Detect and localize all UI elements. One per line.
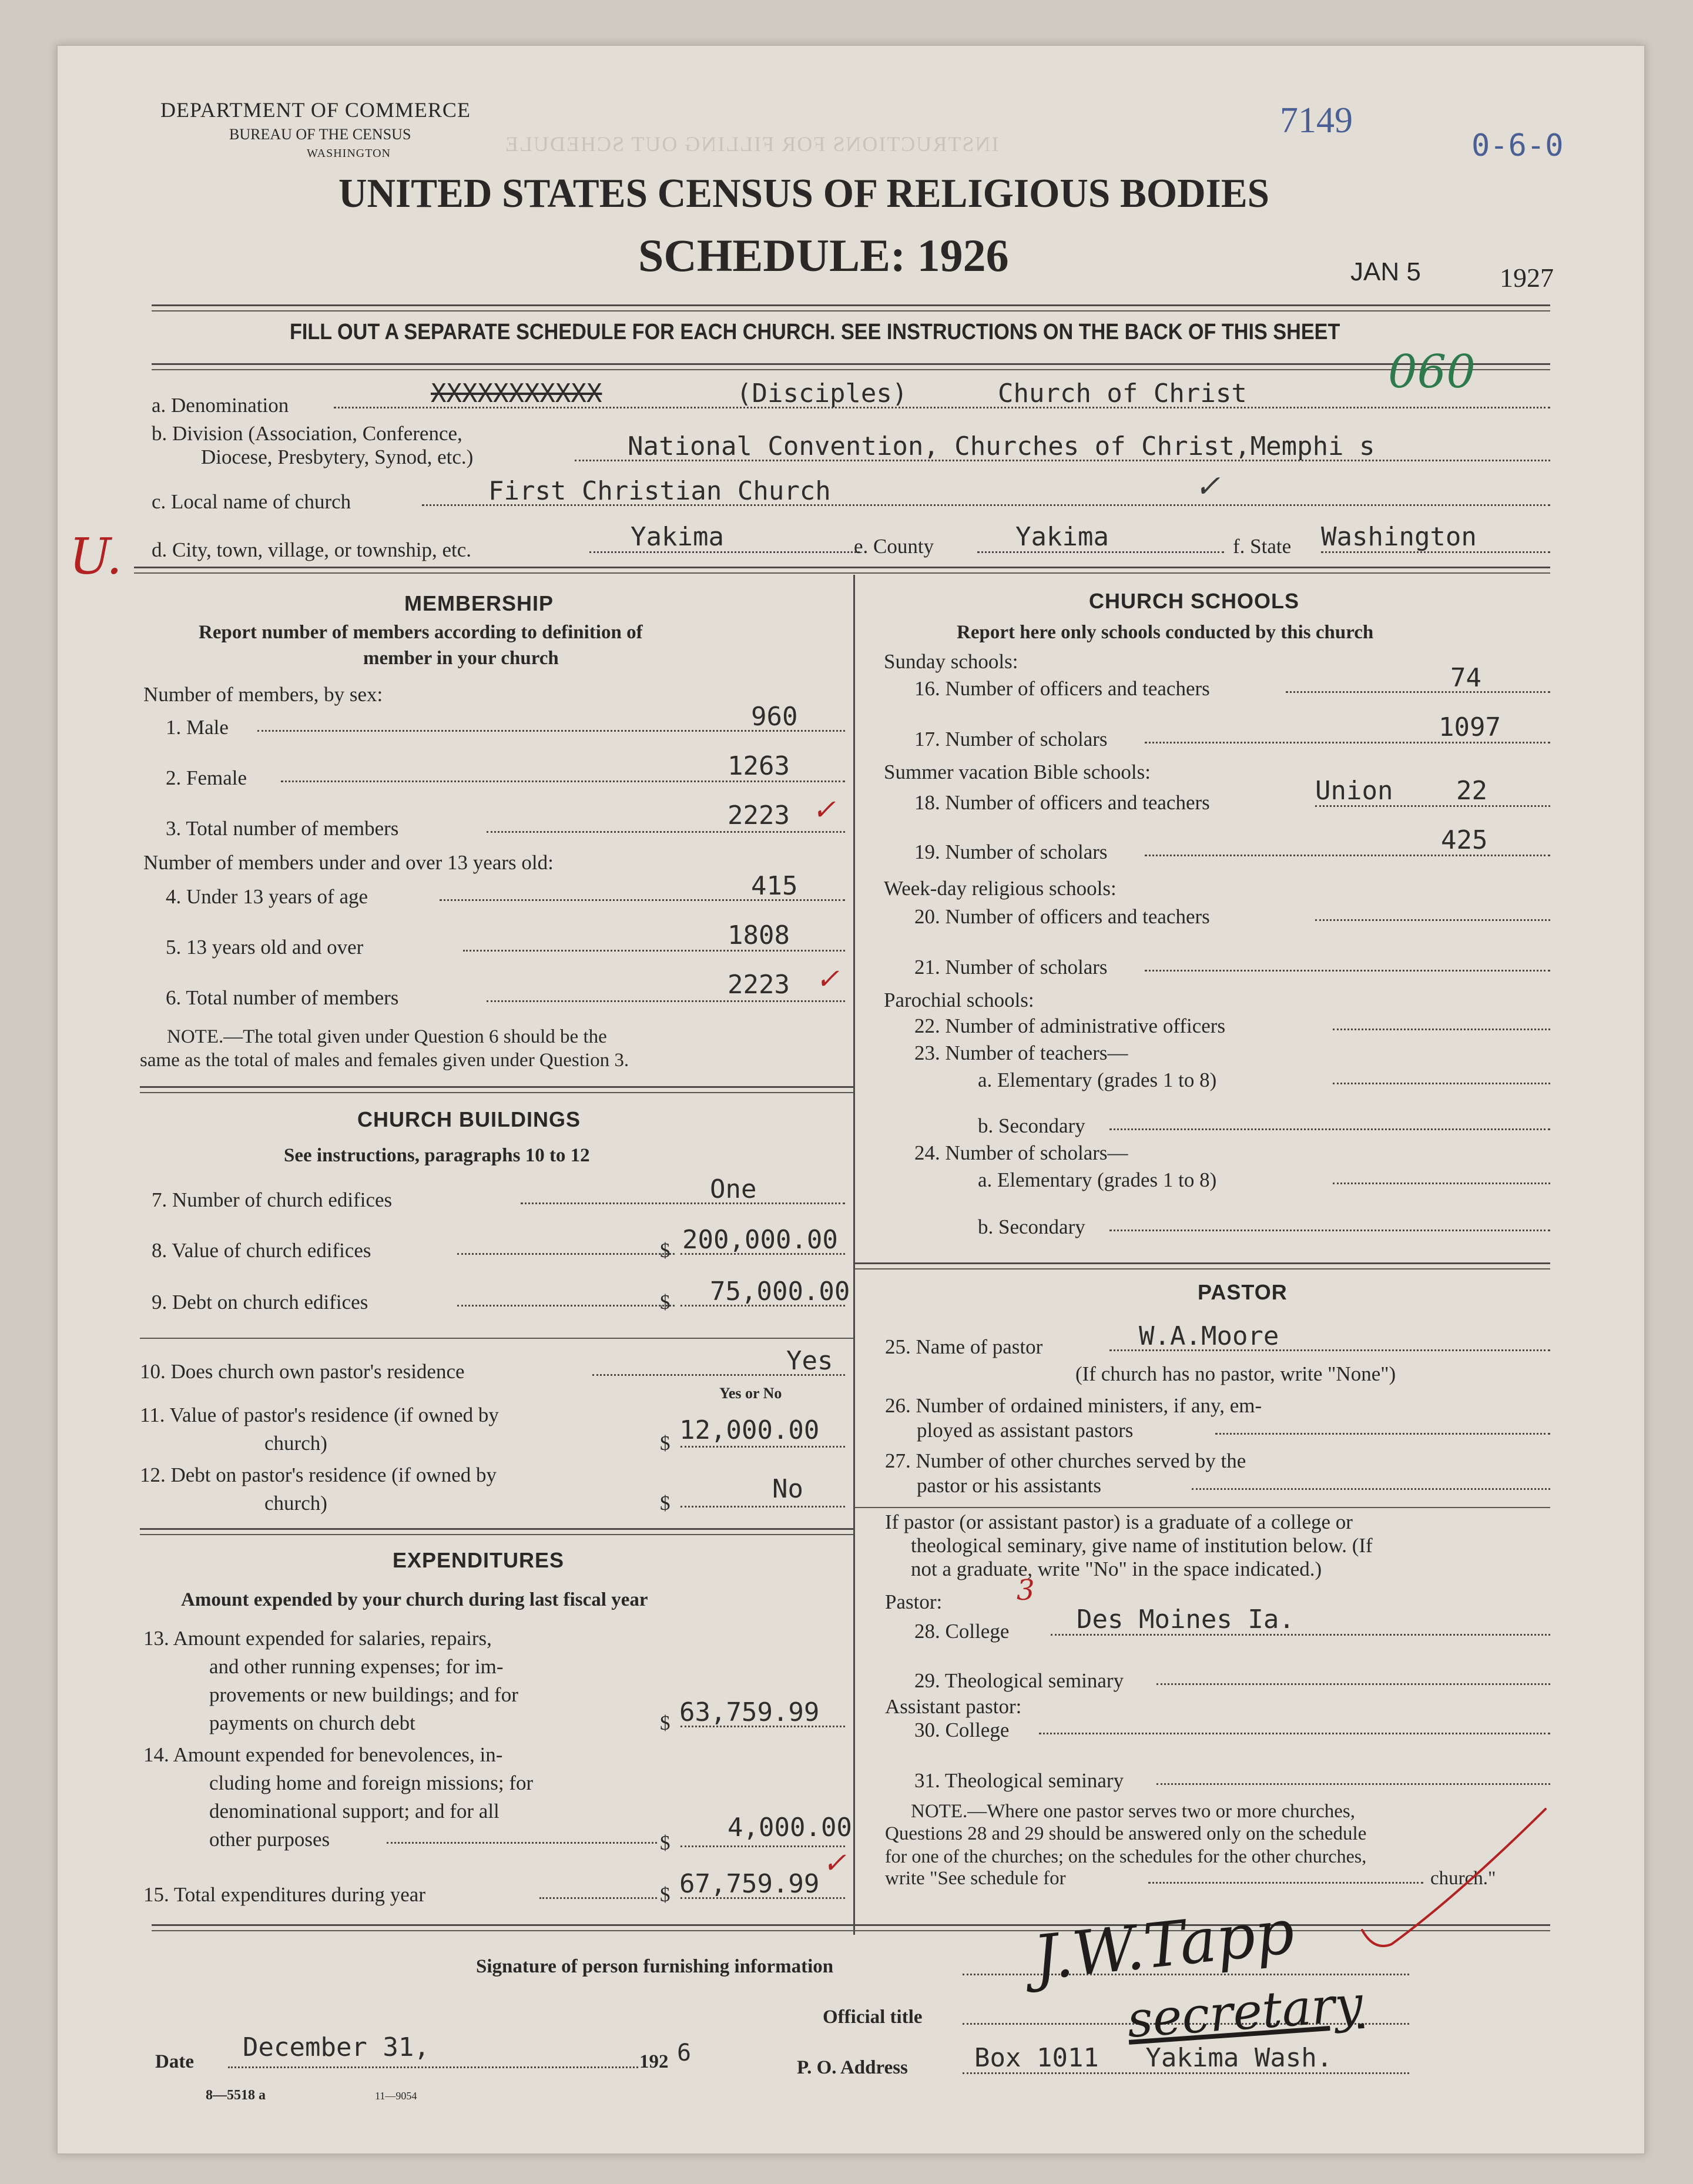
q22-label: 22. Number of administrative officers	[914, 1014, 1226, 1037]
q14-line	[680, 1845, 845, 1847]
q24a-label: a. Elementary (grades 1 to 8)	[978, 1168, 1217, 1191]
red-check-stroke	[1356, 1797, 1550, 1991]
q24b-line	[1109, 1230, 1550, 1231]
address-label: P. O. Address	[797, 2057, 908, 2078]
q10-hint: Yes or No	[719, 1385, 782, 1402]
expenditures-intro: Amount expended by your church during last fiscal year	[181, 1589, 648, 1610]
members-by-age-label: Number of members under and over 13 years old:	[143, 851, 554, 874]
local-name-value: First Christian Church	[488, 476, 831, 506]
q13-label-2: and other running expenses; for im-	[209, 1655, 504, 1678]
q15-leader	[539, 1897, 657, 1899]
q3-value: 2223	[728, 800, 790, 830]
summer-schools-label: Summer vacation Bible schools:	[884, 761, 1151, 783]
membership-note-2: same as the total of males and females given under Question 3.	[140, 1050, 629, 1071]
q17-label: 17. Number of scholars	[914, 728, 1108, 751]
graduate-note-2: theological seminary, give name of institution below. (If	[911, 1534, 1373, 1557]
division-value: National Convention, Churches of Christ,Memphi s	[628, 431, 1375, 461]
q15-value: 67,759.99	[679, 1869, 820, 1899]
q20-line	[1315, 919, 1550, 921]
q2-value: 1263	[728, 751, 790, 781]
stamp-number: 7149	[1280, 101, 1353, 140]
form-title: UNITED STATES CENSUS OF RELIGIOUS BODIES	[338, 171, 1270, 216]
denomination-paren: (Disciples)	[736, 378, 908, 408]
graduate-note-1: If pastor (or assistant pastor) is a graduate of a college or	[885, 1510, 1353, 1533]
q7-label: 7. Number of church edifices	[152, 1188, 393, 1211]
buildings-rule	[140, 1528, 853, 1530]
q18-value: 22	[1456, 776, 1487, 806]
q31-label: 31. Theological seminary	[914, 1769, 1124, 1792]
buildings-heading: CHURCH BUILDINGS	[357, 1107, 581, 1131]
q19-label: 19. Number of scholars	[914, 840, 1108, 863]
q5-label: 5. 13 years old and over	[166, 936, 364, 959]
members-by-sex-label: Number of members, by sex:	[143, 683, 383, 706]
q11-dollar: $	[660, 1432, 671, 1455]
q16-line	[1286, 691, 1550, 693]
q5-value: 1808	[728, 920, 790, 950]
q26-label-1: 26. Number of ordained ministers, if any, em-	[885, 1394, 1262, 1417]
q10-value: Yes	[786, 1346, 833, 1376]
pastor-note-3: for one of the churches; on the schedules for the other churches,	[885, 1845, 1367, 1867]
q24b-label: b. Secondary	[978, 1215, 1085, 1238]
q31-line	[1156, 1783, 1550, 1785]
q20-label: 20. Number of officers and teachers	[914, 905, 1210, 928]
signature: J.W.Tapp	[1030, 1895, 1298, 1994]
buildings-intro: See instructions, paragraphs 10 to 12	[284, 1145, 590, 1166]
q1-label: 1. Male	[166, 716, 229, 739]
membership-note-1: NOTE.—The total given under Question 6 should be the	[167, 1026, 607, 1047]
q14-label-4: other purposes	[209, 1828, 330, 1851]
pastor-heading: PASTOR	[1198, 1280, 1288, 1304]
buildings-rule-2	[140, 1534, 853, 1535]
received-date-stamp: JAN 5	[1350, 257, 1421, 286]
department-label: DEPARTMENT OF COMMERCE	[160, 98, 471, 122]
membership-rule	[140, 1086, 853, 1088]
q21-label: 21. Number of scholars	[914, 956, 1108, 979]
city-label-field: d. City, town, village, or township, etc.	[152, 538, 472, 561]
weekday-schools-label: Week-day religious schools:	[884, 877, 1117, 900]
q15-check-mark: ✓	[823, 1847, 847, 1880]
classification-code: 0-6-0	[1471, 128, 1564, 163]
q12-label-1: 12. Debt on pastor's residence (if owned by	[140, 1463, 497, 1486]
q11-label-1: 11. Value of pastor's residence (if owned by	[140, 1403, 499, 1426]
q4-label: 4. Under 13 years of age	[166, 885, 368, 908]
pastor-rule-mid	[854, 1507, 1550, 1508]
city-value: Yakima	[631, 522, 724, 552]
denomination-value: Church of Christ	[998, 378, 1247, 408]
q9-value: 75,000.00	[710, 1277, 850, 1307]
q6-line	[487, 1000, 845, 1002]
q8-value: 200,000.00	[682, 1225, 838, 1255]
print-number: 11—9054	[375, 2090, 417, 2102]
footer-rule-2	[152, 1930, 1550, 1931]
date-value: December 31,	[243, 2032, 430, 2062]
official-title-value: secretary	[1125, 1975, 1365, 2049]
state-label: f. State	[1233, 535, 1292, 558]
signature-label: Signature of person furnishing information	[476, 1956, 834, 1977]
q23b-label: b. Secondary	[978, 1114, 1085, 1137]
address-value: Box 1011 Yakima Wash.	[974, 2043, 1333, 2073]
schools-rule	[854, 1262, 1550, 1264]
check-mark: ✓	[1195, 469, 1221, 504]
q12-line	[680, 1506, 845, 1508]
q28-label: 28. College	[914, 1620, 1010, 1643]
date-line	[228, 2066, 638, 2068]
membership-intro-1: Report number of members according to definition of	[199, 622, 643, 643]
q12-value: No	[772, 1474, 803, 1504]
schools-rule-2	[854, 1268, 1550, 1269]
q13-value: 63,759.99	[679, 1697, 820, 1727]
q17-value: 1097	[1439, 712, 1501, 742]
q19-line	[1145, 855, 1550, 856]
q18-label: 18. Number of officers and teachers	[914, 791, 1210, 814]
q30-label: 30. College	[914, 1719, 1010, 1741]
census-schedule-sheet	[56, 45, 1645, 2155]
graduate-note-3: not a graduate, write "No" in the space indicated.)	[911, 1557, 1322, 1580]
denomination-code: 060	[1388, 346, 1476, 398]
q28-value: Des Moines Ia.	[1077, 1604, 1295, 1634]
q14-value: 4,000.00	[728, 1813, 852, 1843]
schedule-title: SCHEDULE: 1926	[638, 230, 1009, 281]
q23-label: 23. Number of teachers—	[914, 1041, 1128, 1064]
denomination-crossed: XXXXXXXXXXX	[431, 378, 602, 408]
local-name-label: c. Local name of church	[152, 490, 351, 513]
q12-dollar: $	[660, 1492, 671, 1515]
header-rule-top	[152, 304, 1550, 306]
denomination-label: a. Denomination	[152, 394, 289, 417]
bleed-through-text: INSTRUCTIONS FOR FILLING OUT SCHEDULE	[504, 132, 999, 156]
received-year-stamp: 1927	[1500, 263, 1554, 293]
bureau-label: BUREAU OF THE CENSUS	[229, 126, 411, 143]
q1-value: 960	[751, 702, 798, 732]
q9-dollar: $	[660, 1291, 671, 1314]
q27-line	[1192, 1488, 1550, 1490]
q13-dollar: $	[660, 1711, 671, 1734]
q23b-line	[1109, 1128, 1550, 1130]
q30-line	[1039, 1733, 1550, 1734]
q29-line	[1156, 1683, 1550, 1685]
q6-value: 2223	[728, 970, 790, 1000]
q25-label: 25. Name of pastor	[885, 1335, 1043, 1358]
official-title-label: Official title	[823, 2007, 923, 2028]
q11-value: 12,000.00	[679, 1415, 820, 1445]
q25-value: W.A.Moore	[1139, 1321, 1279, 1351]
q26-label-2: ployed as assistant pastors	[917, 1419, 1134, 1442]
q7-value: One	[710, 1174, 757, 1204]
county-value: Yakima	[1015, 522, 1109, 552]
header-rule-bottom-2	[152, 369, 1550, 370]
q21-line	[1145, 970, 1550, 972]
q16-label: 16. Number of officers and teachers	[914, 677, 1210, 700]
q10-label: 10. Does church own pastor's residence	[140, 1360, 465, 1383]
q23a-label: a. Elementary (grades 1 to 8)	[978, 1068, 1217, 1091]
q8-dollar: $	[660, 1239, 671, 1262]
year-prefix: 192	[639, 2051, 669, 2072]
q13-label-4: payments on church debt	[209, 1711, 415, 1734]
q19-value: 425	[1441, 825, 1488, 855]
division-label-2: Diocese, Presbytery, Synod, etc.)	[201, 445, 474, 468]
q27-label-1: 27. Number of other churches served by the	[885, 1449, 1246, 1472]
sunday-schools-label: Sunday schools:	[884, 650, 1018, 673]
pastor-note-2: Questions 28 and 29 should be answered only on the schedule	[885, 1823, 1367, 1844]
q15-label: 15. Total expenditures during year	[143, 1883, 425, 1906]
q14-label-1: 14. Amount expended for benevolences, in-	[143, 1743, 503, 1766]
q18-note: Union	[1315, 776, 1393, 806]
q8-leader	[457, 1253, 675, 1255]
q16-value: 74	[1450, 663, 1481, 693]
q14-label-2: cluding home and foreign missions; for	[209, 1771, 534, 1794]
q8-label: 8. Value of church edifices	[152, 1239, 371, 1262]
parochial-schools-label: Parochial schools:	[884, 989, 1034, 1011]
identification-rule-2	[134, 572, 1550, 574]
margin-mark: U.	[69, 528, 122, 585]
schools-heading: CHURCH SCHOOLS	[1089, 589, 1300, 613]
column-divider	[853, 575, 855, 1935]
city-line	[589, 551, 860, 553]
q2-label: 2. Female	[166, 766, 247, 789]
q13-label-3: provements or new buildings; and for	[209, 1683, 518, 1706]
division-label-1: b. Division (Association, Conference,	[152, 422, 462, 445]
pastor-note-1: NOTE.—Where one pastor serves two or more churches,	[911, 1801, 1355, 1822]
pastor-sub-label: Pastor:	[885, 1590, 943, 1613]
date-label: Date	[155, 2051, 194, 2072]
q23a-line	[1333, 1083, 1550, 1084]
pastor-note-5: church."	[1430, 1868, 1496, 1889]
q12-label-2: church)	[264, 1492, 327, 1515]
state-value: Washington	[1321, 522, 1477, 552]
q25-hint: (If church has no pastor, write "None")	[1075, 1362, 1396, 1385]
q14-leader	[387, 1842, 657, 1844]
expenditures-heading: EXPENDITURES	[393, 1548, 565, 1572]
membership-intro-2: member in your church	[363, 648, 559, 669]
q15-dollar: $	[660, 1883, 671, 1906]
q29-label: 29. Theological seminary	[914, 1669, 1124, 1692]
q3-line	[487, 831, 845, 833]
q24-label: 24. Number of scholars—	[914, 1141, 1128, 1164]
q9-label: 9. Debt on church edifices	[152, 1291, 368, 1314]
county-label: e. County	[854, 535, 934, 558]
q22-line	[1333, 1029, 1550, 1030]
q28-mark: 3	[1017, 1574, 1035, 1607]
q24a-line	[1333, 1183, 1550, 1184]
q6-label: 6. Total number of members	[166, 986, 399, 1009]
membership-heading: MEMBERSHIP	[404, 591, 554, 615]
q3-label: 3. Total number of members	[166, 817, 399, 840]
q9-leader	[457, 1305, 675, 1307]
header-rule-bottom	[152, 363, 1550, 365]
year-suffix: 6	[677, 2039, 692, 2066]
city-label: WASHINGTON	[307, 147, 391, 160]
q13-label-1: 13. Amount expended for salaries, repairs,	[143, 1627, 492, 1650]
membership-rule-2	[140, 1092, 853, 1093]
header-rule-top-2	[152, 310, 1550, 311]
footer-rule	[152, 1924, 1550, 1926]
q14-dollar: $	[660, 1831, 671, 1854]
q7-line	[521, 1202, 845, 1204]
q11-label-2: church)	[264, 1432, 327, 1455]
q14-label-3: denominational support; and for all	[209, 1800, 499, 1823]
buildings-rule-mid	[140, 1338, 853, 1339]
instruction-banner: FILL OUT A SEPARATE SCHEDULE FOR EACH CHURCH. SEE INSTRUCTIONS ON THE BACK OF THIS SHEET	[290, 320, 1340, 344]
q4-value: 415	[751, 871, 798, 901]
identification-rule	[134, 567, 1550, 568]
q26-line	[1215, 1433, 1550, 1435]
schools-intro: Report here only schools conducted by this church	[957, 622, 1374, 643]
q27-label-2: pastor or his assistants	[917, 1474, 1102, 1497]
form-number: 8—5518 a	[206, 2088, 266, 2103]
q3-check-mark: ✓	[812, 793, 836, 826]
q11-line	[680, 1446, 845, 1448]
pastor-note-4: write "See schedule for	[885, 1868, 1066, 1889]
q6-check-mark: ✓	[816, 963, 840, 996]
assistant-sub-label: Assistant pastor:	[885, 1695, 1022, 1718]
